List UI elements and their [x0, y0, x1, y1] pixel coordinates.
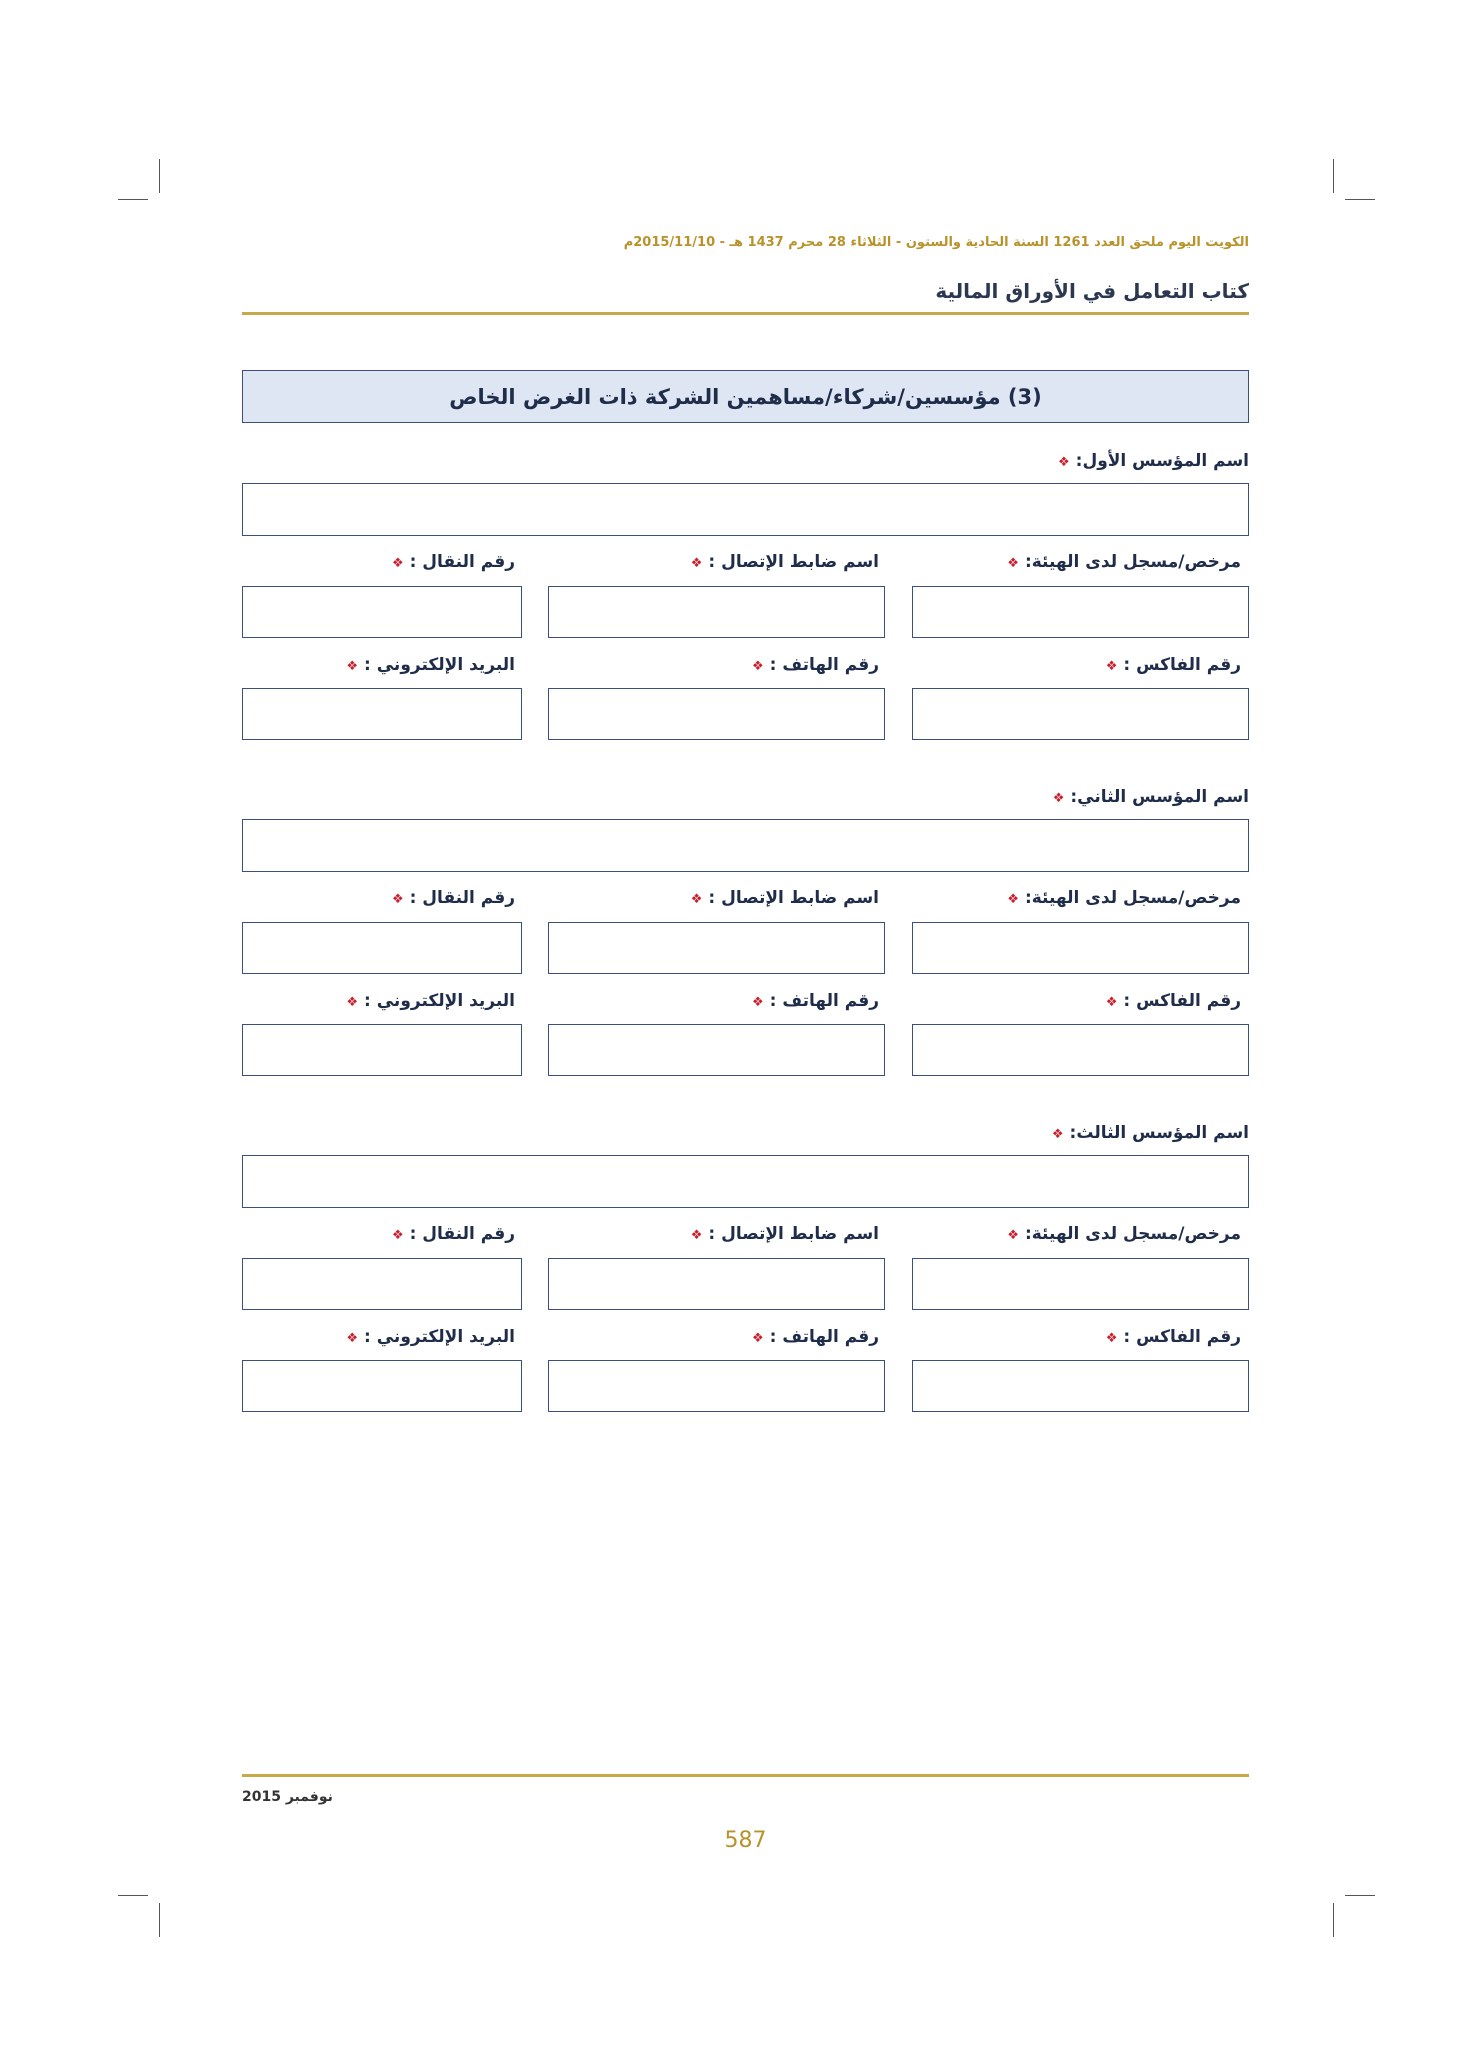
- field-label: [1106, 655, 1241, 675]
- crop-mark: [1345, 1895, 1375, 1896]
- required-icon: ❖: [391, 892, 404, 907]
- registered-field[interactable]: [912, 586, 1249, 638]
- field-label-text: رقم النقال :: [409, 552, 515, 572]
- field-label: [691, 1224, 879, 1244]
- fax-field[interactable]: [912, 1360, 1249, 1412]
- crop-mark: [1333, 1903, 1334, 1937]
- masthead: الكويت اليوم ملحق العدد 1261 السنة الحادية والستون - الثلاثاء 28 محرم 1437 هـ - 2015/11/10م: [623, 235, 1249, 250]
- required-icon: ❖: [346, 659, 359, 674]
- field-label: [752, 991, 879, 1011]
- required-icon: ❖: [1007, 556, 1019, 571]
- field-label: [1106, 991, 1241, 1011]
- field-label-text: رقم الفاكس :: [1123, 1327, 1241, 1347]
- field-label: [1007, 1224, 1241, 1244]
- field-label-text: رقم الهاتف :: [769, 655, 879, 675]
- footer-date: نوفمبر 2015: [242, 1789, 333, 1805]
- required-icon: ❖: [1105, 1331, 1118, 1346]
- field-label-text: مرخص/مسجل لدى الهيئة:: [1024, 552, 1241, 572]
- required-icon: ❖: [346, 995, 359, 1010]
- required-icon: ❖: [752, 995, 764, 1010]
- required-icon: ❖: [690, 1228, 703, 1243]
- phone-field[interactable]: [548, 1360, 885, 1412]
- header-rule: [242, 312, 1249, 315]
- field-label: [392, 1224, 515, 1244]
- field-label-text: رقم النقال :: [409, 1224, 515, 1244]
- field-label: [346, 655, 515, 675]
- field-label-text: رقم الهاتف :: [769, 1327, 879, 1347]
- book-title: كتاب التعامل في الأوراق المالية: [935, 279, 1249, 303]
- page-number: 587: [724, 1828, 767, 1853]
- required-icon: ❖: [1051, 1127, 1064, 1142]
- field-label: [691, 888, 879, 908]
- crop-mark: [159, 1903, 160, 1937]
- founder-name-label: [1053, 787, 1249, 807]
- field-label-text: اسم ضابط الإتصال :: [708, 888, 879, 908]
- crop-mark: [1333, 159, 1334, 193]
- founder-name-field[interactable]: [242, 819, 1249, 872]
- founder-name-label: [1058, 451, 1249, 471]
- required-icon: ❖: [391, 556, 404, 571]
- founder-block: [242, 1053, 1249, 1363]
- founder-name-label: [1052, 1123, 1249, 1143]
- field-label: [392, 552, 515, 572]
- field-label: [1106, 1327, 1241, 1347]
- contact-officer-field[interactable]: [548, 922, 885, 974]
- required-icon: ❖: [1105, 659, 1118, 674]
- page: [242, 0, 1249, 2067]
- field-label: [392, 888, 515, 908]
- required-icon: ❖: [752, 659, 764, 674]
- founder-block: [242, 717, 1249, 1027]
- field-label: [752, 1327, 879, 1347]
- crop-mark: [118, 1895, 148, 1896]
- mobile-field[interactable]: [242, 1258, 522, 1310]
- field-label-text: رقم الفاكس :: [1123, 655, 1241, 675]
- required-icon: ❖: [690, 556, 703, 571]
- field-label-text: رقم الفاكس :: [1123, 991, 1241, 1011]
- field-label: [1007, 552, 1241, 572]
- footer-rule: [242, 1774, 1249, 1777]
- contact-officer-field[interactable]: [548, 586, 885, 638]
- required-icon: ❖: [690, 892, 703, 907]
- field-label-text: البريد الإلكتروني :: [364, 1327, 515, 1347]
- required-icon: ❖: [1007, 892, 1019, 907]
- field-label-text: اسم ضابط الإتصال :: [708, 552, 879, 572]
- mobile-field[interactable]: [242, 586, 522, 638]
- field-label: [1007, 888, 1241, 908]
- founder-name-field[interactable]: [242, 1155, 1249, 1208]
- crop-mark: [1345, 199, 1375, 200]
- field-label-text: اسم ضابط الإتصال :: [708, 1224, 879, 1244]
- crop-mark: [118, 199, 148, 200]
- required-icon: ❖: [752, 1331, 764, 1346]
- field-label-text: مرخص/مسجل لدى الهيئة:: [1024, 1224, 1241, 1244]
- field-label-text: البريد الإلكتروني :: [364, 655, 515, 675]
- required-icon: ❖: [346, 1331, 359, 1346]
- field-label-text: مرخص/مسجل لدى الهيئة:: [1024, 888, 1241, 908]
- field-label: [691, 552, 879, 572]
- section-title: (3) مؤسسين/شركاء/مساهمين الشركة ذات الغرض الخاص: [242, 370, 1249, 423]
- required-icon: ❖: [1007, 1228, 1019, 1243]
- field-label-text: اسم المؤسس الثاني:: [1070, 787, 1249, 807]
- field-label-text: اسم المؤسس الأول:: [1075, 451, 1249, 471]
- field-label: [346, 991, 515, 1011]
- field-label-text: رقم الهاتف :: [769, 991, 879, 1011]
- field-label-text: البريد الإلكتروني :: [364, 991, 515, 1011]
- registered-field[interactable]: [912, 1258, 1249, 1310]
- required-icon: ❖: [1052, 791, 1065, 806]
- field-label: [752, 655, 879, 675]
- field-label-text: رقم النقال :: [409, 888, 515, 908]
- email-field[interactable]: [242, 1360, 522, 1412]
- registered-field[interactable]: [912, 922, 1249, 974]
- founder-block: [242, 381, 1249, 691]
- mobile-field[interactable]: [242, 922, 522, 974]
- required-icon: ❖: [1058, 455, 1070, 470]
- field-label: [346, 1327, 515, 1347]
- crop-mark: [159, 159, 160, 193]
- field-label-text: اسم المؤسس الثالث:: [1069, 1123, 1249, 1143]
- contact-officer-field[interactable]: [548, 1258, 885, 1310]
- founder-name-field[interactable]: [242, 483, 1249, 536]
- required-icon: ❖: [391, 1228, 404, 1243]
- required-icon: ❖: [1105, 995, 1118, 1010]
